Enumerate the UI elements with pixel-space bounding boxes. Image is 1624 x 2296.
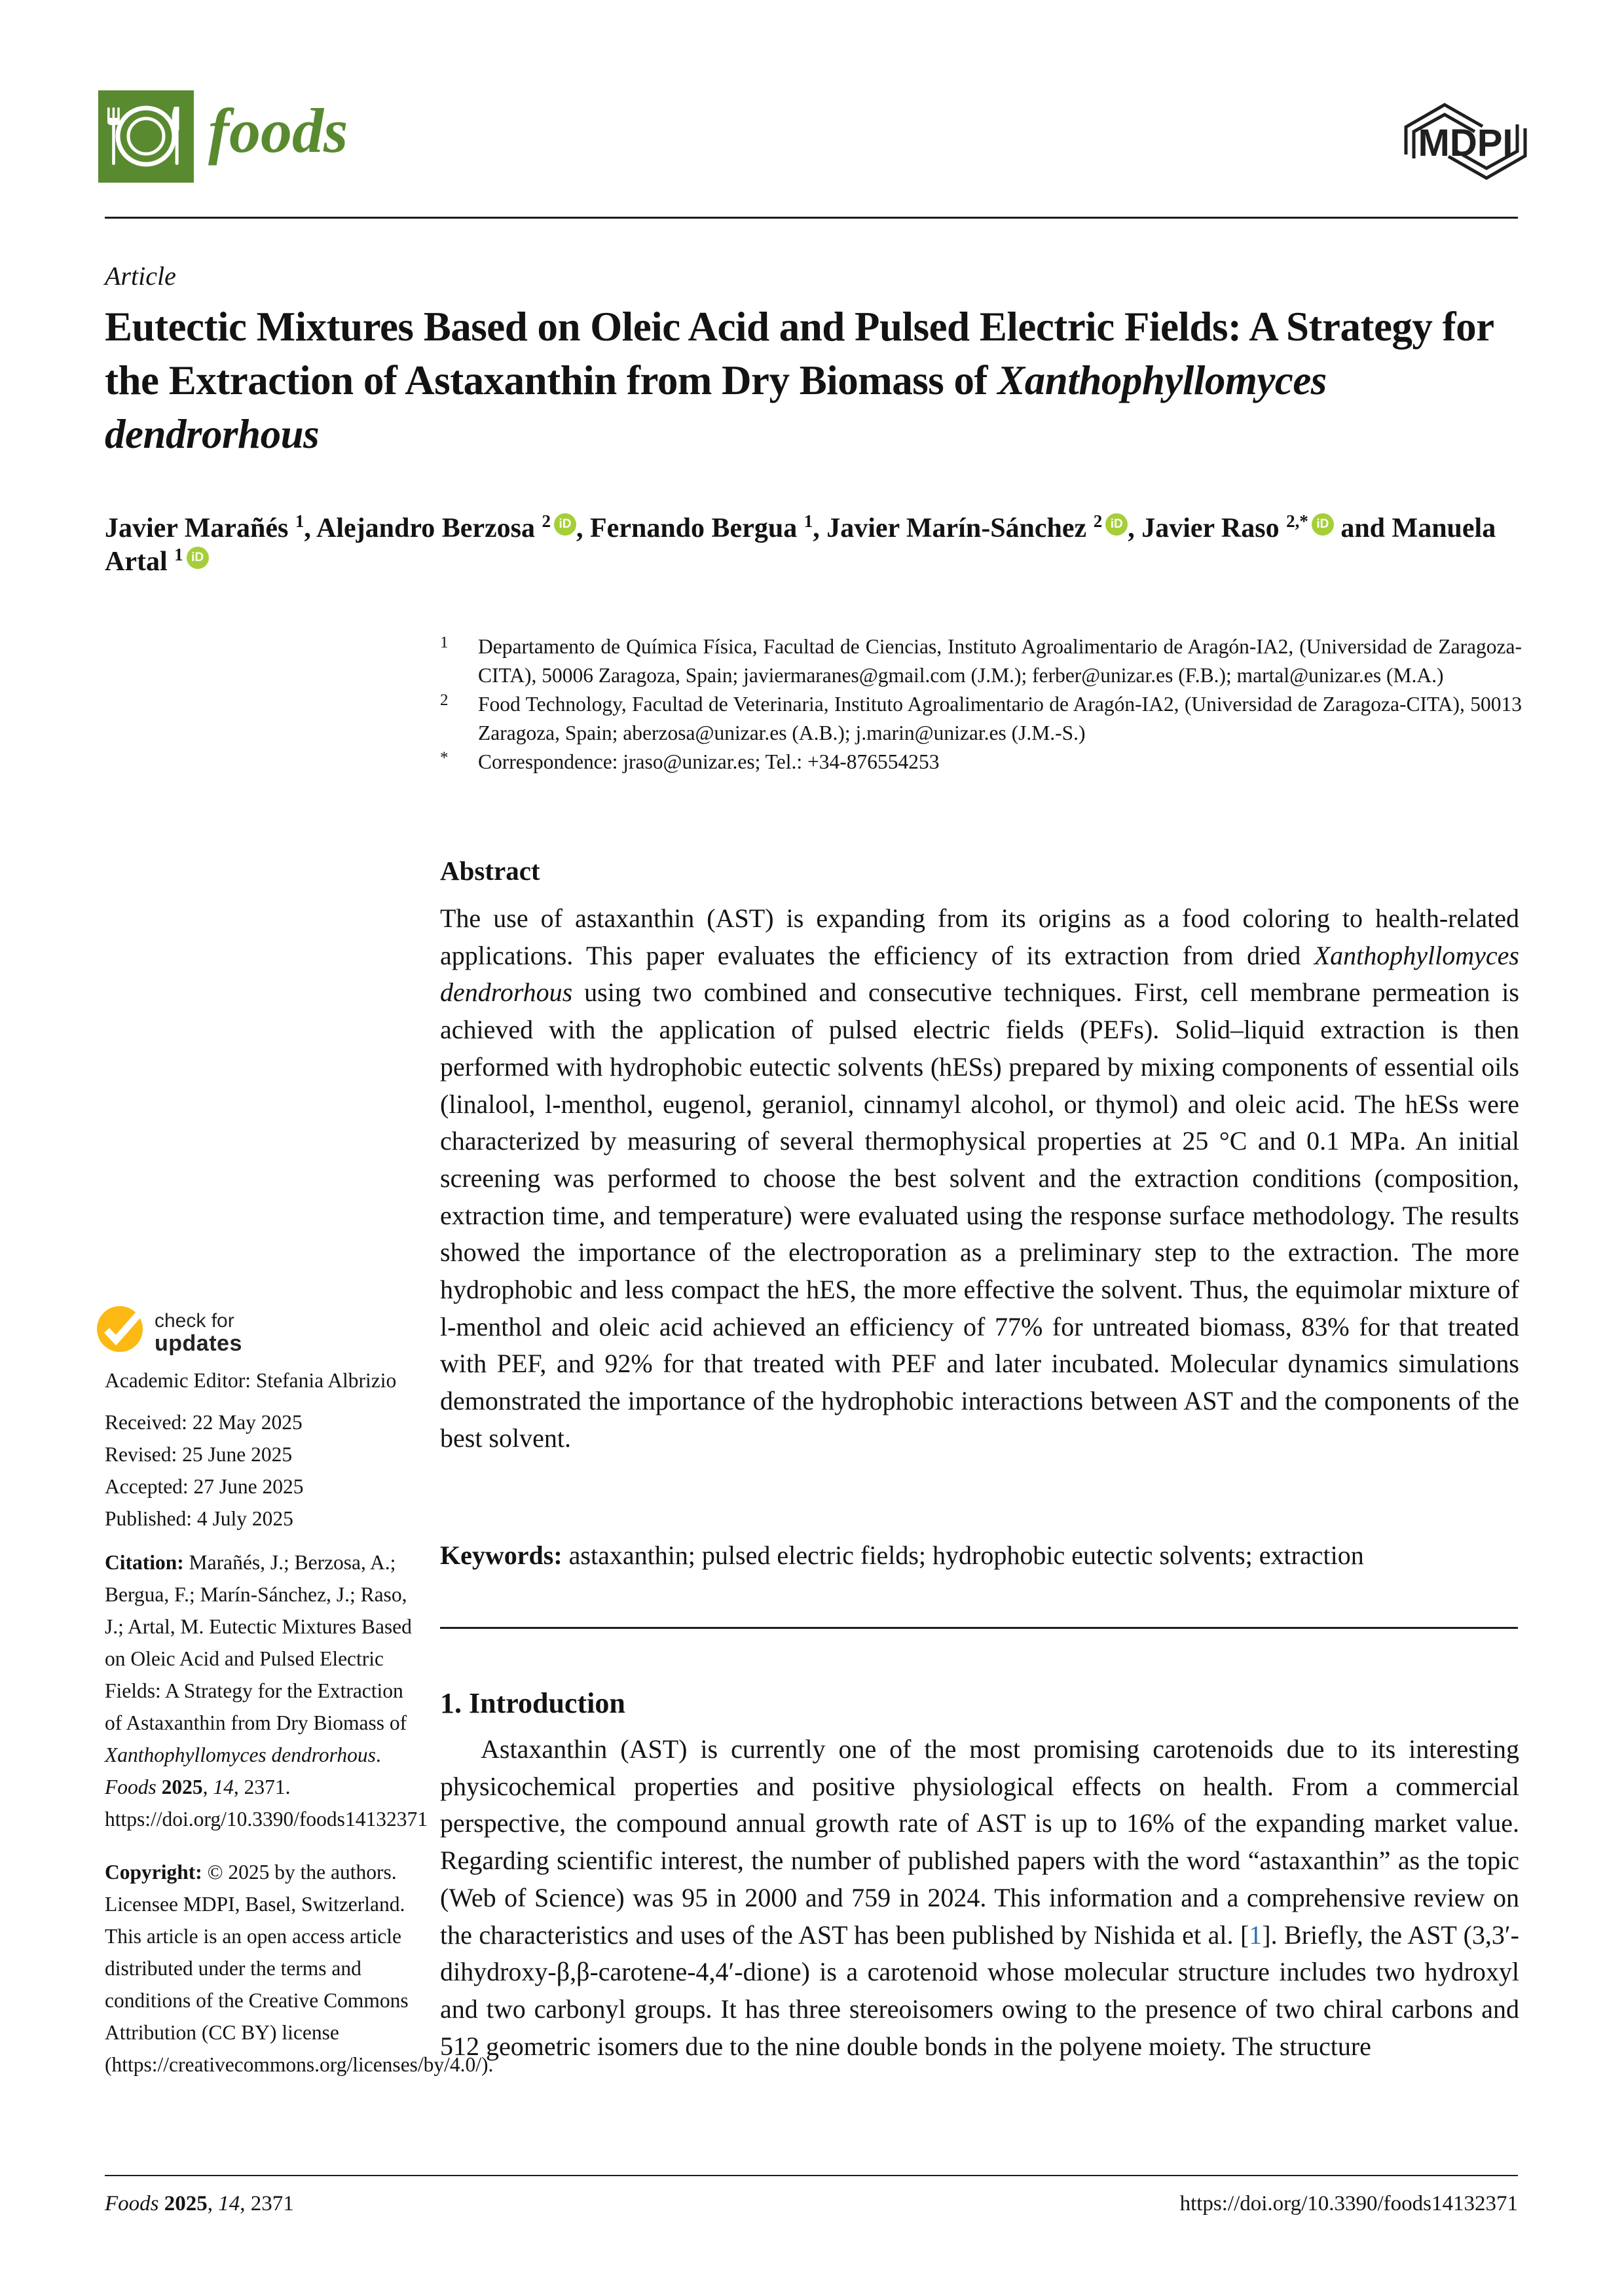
header-divider: [105, 217, 1518, 219]
cutlery-plate-icon: [98, 90, 194, 183]
affiliation-marker: *: [440, 749, 449, 767]
citation-ref-link[interactable]: 1: [1249, 1920, 1263, 1950]
author-affiliation-sup: 1: [803, 511, 813, 531]
footer-journal-ref: Foods 2025, 14, 2371: [105, 2192, 294, 2215]
check-for-updates-badge[interactable]: [96, 1303, 148, 1358]
abstract-text: The use of astaxanthin (AST) is expanding from its origins as a food coloring to health-related applications. This paper evaluates the efficiency of its extraction from dried Xanthophyllomyces dendrorhous using two combined and consecutive techniques. First, cell membrane permeation is achieved with the application of pulsed electric fields (PEFs). Solid–liquid extraction is then performed with hydrophobic eutectic solvents (hESs) prepared by mixing components of essential oils (linalool, l-menthol, eugenol, geraniol, cinnamyl alcohol, or thymol) and oleic acid. The hESs were characterized by measuring of several thermophysical properties at 25 °C and 0.1 MPa. An initial screening was performed to choose the best solvent and the extraction conditions (composition, extraction time, and temperature) were evaluated using the response surface methodology. The results showed the importance of the electroporation as a preliminary step to the extraction. The more hydrophobic and less compact the hES, the more effective the solvent. Thus, the equimolar mixture of l-menthol and oleic acid achieved an efficiency of 77% for untreated biomass, 83% for that treated with PEF, and 92% for that treated with PEF and later incubated. Molecular dynamics simulations demonstrated the importance of the hydrophobic interactions between AST and the components of the best solvent.: [440, 903, 1519, 1453]
abstract-heading: Abstract: [440, 856, 540, 886]
article-dates: [105, 1406, 422, 1535]
affiliation-row: [440, 748, 1522, 776]
author-affiliation-sup: 1: [174, 545, 183, 564]
author-affiliation-sup: 1: [295, 511, 304, 531]
affiliation-text: Correspondence: jraso@unizar.es; Tel.: +34-876554253: [478, 750, 940, 773]
foods-logo[interactable]: [98, 90, 194, 183]
footer-divider: [105, 2175, 1518, 2176]
author-name: Javier Marañés: [105, 513, 289, 543]
copyright-block: Copyright: © 2025 by the authors. Licensee MDPI, Basel, Switzerland. This article is an open access article distributed under the terms and conditions of the Creative Commons Attribution (CC BY) license (https://creativecommons.org/licenses/by/4.0/).: [105, 1861, 494, 2076]
section-divider: [440, 1627, 1518, 1629]
author-name: Alejandro Berzosa: [316, 513, 536, 543]
check-for-updates-label[interactable]: [155, 1310, 242, 1356]
keywords-line: Keywords: astaxanthin; pulsed electric fields; hydrophobic eutectic solvents; extraction: [440, 1540, 1364, 1570]
footer-doi-link[interactable]: https://doi.org/10.3390/foods14132371: [1179, 2192, 1518, 2215]
svg-text:MDPI: MDPI: [1418, 122, 1513, 164]
citation-block: Citation: Marañés, J.; Berzosa, A.; Bergua, F.; Marín-Sánchez, J.; Raso, J.; Artal, M. Eutectic Mixtures Based on Oleic Acid and Pulsed Electric Fields: A Strategy for the Extraction of Astaxanthin from Dry Biomass of Xanthophyllomyces dendrorhous. Foods 2025, 14, 2371. https://doi.org/10.3390/foods14132371: [105, 1551, 428, 1831]
badge-line2: updates: [155, 1331, 242, 1356]
affiliation-text: Departamento de Química Física, Facultad de Ciencias, Instituto Agroalimentario de Aragón-IA2, (Universidad de Zaragoza-CITA), 50006 Zaragoza, Spain; javiermaranes@gmail.com (J.M.); ferber@unizar.es (F.B.); martal@unizar.es (M.A.): [478, 635, 1522, 687]
mdpi-logo[interactable]: [1400, 98, 1531, 188]
introduction-heading: 1. Introduction: [440, 1687, 625, 1719]
author-name: Manuela Artal: [105, 513, 1496, 577]
date-line: Accepted: 27 June 2025: [105, 1475, 304, 1498]
badge-line1: check for: [155, 1310, 234, 1332]
orcid-icon[interactable]: iD: [1312, 513, 1334, 536]
author-affiliation-sup: 2: [1093, 511, 1103, 531]
affiliation-row: [440, 690, 1522, 748]
affiliation-marker: 2: [440, 691, 449, 709]
check-icon: [96, 1303, 148, 1355]
page-footer: [105, 2192, 1518, 2216]
orcid-icon[interactable]: iD: [187, 547, 209, 569]
author-name: Javier Marín-Sánchez: [826, 513, 1087, 543]
date-line: Received: 22 May 2025: [105, 1411, 303, 1434]
author-affiliation-sup: 2,*: [1286, 511, 1308, 531]
author-list: Javier Marañés $^1$, Alejandro Berzosa $^2$ iD , Fernando Bergua $^1$, Javier Marín-Sánchez $^2$ iD , Javier Raso $^{2,*}$ iD and Manuela Artal $^1$ iD: [105, 511, 1496, 577]
orcid-icon[interactable]: iD: [554, 513, 576, 536]
affiliations: [440, 632, 1522, 776]
page-title: Eutectic Mixtures Based on Oleic Acid and Pulsed Electric Fields: A Strategy for the Extraction of Astaxanthin from Dry Biomass of Xanthophyllomyces dendrorhous: [105, 304, 1494, 457]
author-name: Javier Raso: [1141, 513, 1280, 543]
academic-editor: Academic Editor: Stefania Albrizio: [105, 1369, 397, 1392]
orcid-icon[interactable]: iD: [1105, 513, 1128, 536]
affiliation-row: [440, 632, 1522, 690]
author-name: Fernando Bergua: [590, 513, 798, 543]
mdpi-hexagon-icon: [1400, 98, 1531, 185]
author-affiliation-sup: 2: [542, 511, 551, 531]
date-line: Revised: 25 June 2025: [105, 1443, 293, 1466]
article-type-label: Article: [105, 261, 176, 291]
date-line: Published: 4 July 2025: [105, 1507, 293, 1530]
journal-name: foods: [208, 96, 348, 166]
affiliation-text: Food Technology, Facultad de Veterinaria, Instituto Agroalimentario de Aragón-IA2, (Universidad de Zaragoza-CITA), 50013 Zaragoza, Spain; aberzosa@unizar.es (A.B.); j.marin@unizar.es (J.M.-S.): [478, 693, 1522, 744]
introduction-paragraph: Astaxanthin (AST) is currently one of the most promising carotenoids due to its interesting physicochemical properties and positive physiological effects on health. From a commercial perspective, the compound annual growth rate of AST is up to 16% of the expanding market value. Regarding scientific interest, the number of published papers with the word “astaxanthin” as the topic (Web of Science) was 95 in 2000 and 759 in 2024. This information and a comprehensive review on the characteristics and uses of the AST has been published by Nishida et al. [1]. Briefly, the AST (3,3′-dihydroxy-β,β-carotene-4,4′-dione) is a carotenoid whose molecular structure includes two hydroxyl and two carbonyl groups. It has three stereoisomers owing to the presence of two chiral carbons and 512 geometric isomers due to the nine double bonds in the polyene moiety. The structure: [440, 1734, 1519, 2061]
affiliation-marker: 1: [440, 634, 449, 651]
